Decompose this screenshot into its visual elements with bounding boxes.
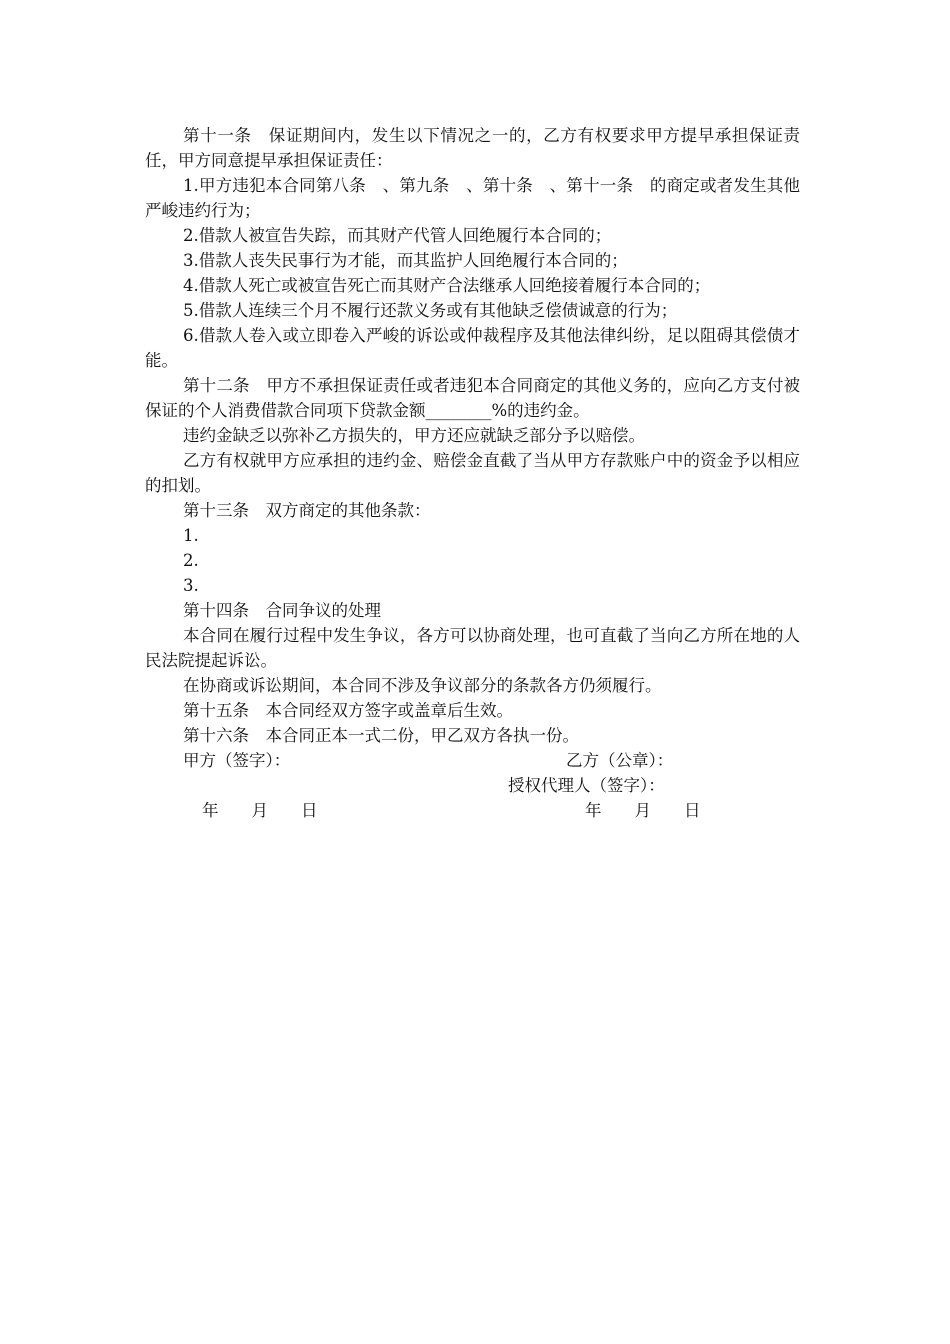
clause-12: 第十二条 甲方不承担保证责任或者违犯本合同商定的其他义务的，应向乙方支付被保证的个人消费借款合同项下贷款金额________%的违约金。 xyxy=(145,376,800,420)
agent-row xyxy=(145,773,800,798)
clause-13-item-1: 1. xyxy=(183,526,199,545)
clause-16: 第十六条 本合同正本一式二份，甲乙双方各执一份。 xyxy=(183,726,579,745)
date-row xyxy=(145,798,800,823)
signature-row xyxy=(145,748,800,773)
authorized-agent-label: 授权代理人（签字）： xyxy=(508,776,665,795)
contract-page xyxy=(145,123,800,823)
clause-11: 第十一条 保证期间内，发生以下情况之一的，乙方有权要求甲方提早承担保证责任，甲方同意提早承担保证责任： xyxy=(145,126,800,170)
clause-11-item-3: 3.借款人丧失民事行为才能，而其监护人回绝履行本合同的； xyxy=(183,251,628,270)
clause-11-item-2: 2.借款人被宣告失踪，而其财产代管人回绝履行本合同的； xyxy=(183,226,612,245)
clause-14-during-dispute: 在协商或诉讼期间，本合同不涉及争议部分的条款各方仍须履行。 xyxy=(183,676,662,695)
party-a-date: 年 月 日 xyxy=(202,801,318,820)
clause-13-item-3: 3. xyxy=(183,576,199,595)
clause-13-item-2: 2. xyxy=(183,551,199,570)
clause-14: 第十四条 合同争议的处理 xyxy=(183,601,381,620)
party-b-date: 年 月 日 xyxy=(585,801,701,820)
clause-11-item-4: 4.借款人死亡或被宣告死亡而其财产合法继承人回绝接着履行本合同的； xyxy=(183,276,711,295)
party-a-signature-label: 甲方（签字）： xyxy=(183,751,291,770)
party-b-seal-label: 乙方（公章）： xyxy=(566,751,674,770)
clause-11-item-1: 1.甲方违犯本合同第八条 、第九条 、第十条 、第十一条 的商定或者发生其他严峻违约行为； xyxy=(145,176,800,220)
clause-11-item-6: 6.借款人卷入或立即卷入严峻的诉讼或仲裁程序及其他法律纠纷，足以阻碍其偿债才能。 xyxy=(145,326,800,370)
clause-12-compensation: 违约金缺乏以弥补乙方损失的，甲方还应就缺乏部分予以赔偿。 xyxy=(183,426,645,445)
clause-13: 第十三条 双方商定的其他条款： xyxy=(183,501,431,520)
clause-14-dispute: 本合同在履行过程中发生争议，各方可以协商处理，也可直截了当向乙方所在地的人民法院提起诉讼。 xyxy=(145,626,800,670)
clause-15: 第十五条 本合同经双方签字或盖章后生效。 xyxy=(183,701,513,720)
clause-12-deduction: 乙方有权就甲方应承担的违约金、赔偿金直截了当从甲方存款账户中的资金予以相应的扣划。 xyxy=(145,451,800,495)
clause-11-item-5: 5.借款人连续三个月不履行还款义务或有其他缺乏偿债诚意的行为； xyxy=(183,301,678,320)
